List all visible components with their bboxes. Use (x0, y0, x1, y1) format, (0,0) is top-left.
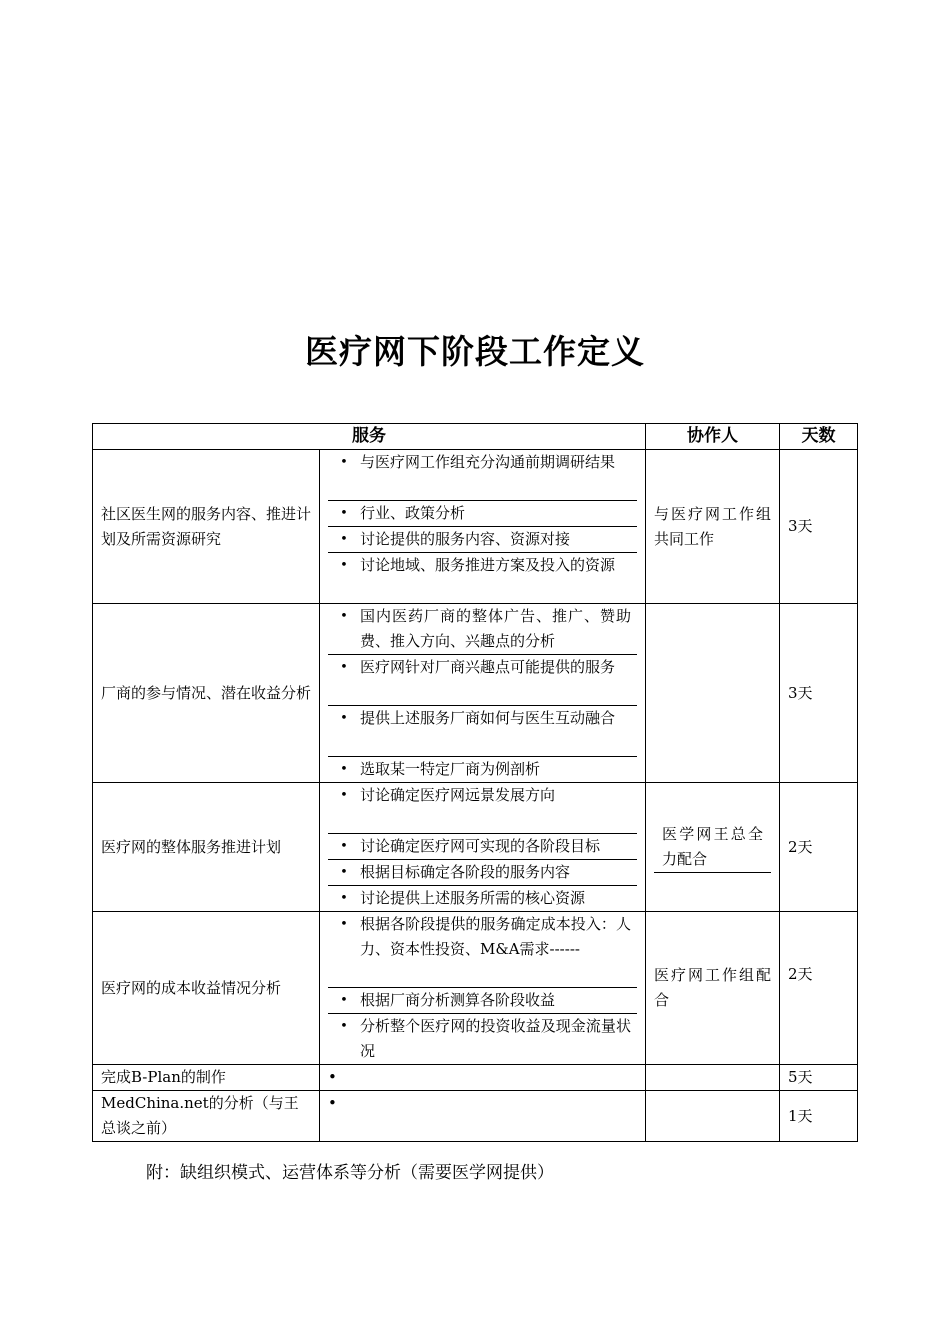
table-header-row (93, 424, 858, 450)
bullet-icon: • (340, 891, 348, 906)
service-list-cell (320, 912, 646, 1065)
bullet-icon: • (340, 762, 348, 777)
bullet-icon: • (340, 1019, 348, 1034)
collaborator-cell (646, 1065, 780, 1091)
service-list-cell (320, 604, 646, 783)
header-days: 天数 (780, 424, 858, 450)
table-row (93, 604, 858, 783)
bullet-icon: • (340, 532, 348, 547)
service-list-cell (320, 1065, 646, 1091)
service-item: • 提供上述服务厂商如何与医生互动融合 (328, 705, 637, 756)
service-item: • 国内医药厂商的整体广告、推广、赞助费、推入方向、兴趣点的分析 (328, 604, 637, 654)
collaborator-cell: 医疗网工作组配合 (646, 912, 780, 1065)
collaborator-cell (646, 783, 780, 912)
service-item: • 分析整个医疗网的投资收益及现金流量状况 (328, 1013, 637, 1064)
days-cell: 2天 (780, 912, 858, 1065)
table-row (93, 450, 858, 604)
service-item: • 行业、政策分析 (328, 500, 637, 526)
service-list-cell (320, 783, 646, 912)
bullet-icon: • (340, 455, 348, 470)
collaborator-cell (646, 604, 780, 783)
service-item: • 医疗网针对厂商兴趣点可能提供的服务 (328, 654, 637, 705)
row-item: 厂商的参与情况、潜在收益分析 (93, 604, 320, 783)
collaborator-cell (646, 1091, 780, 1142)
collaborator-text: 医学网王总全力配合 (654, 822, 771, 873)
service-item: • 讨论提供上述服务所需的核心资源 (328, 885, 637, 911)
days-cell: 3天 (780, 450, 858, 604)
service-item: • 讨论确定医疗网远景发展方向 (328, 783, 637, 833)
table-row (93, 912, 858, 1065)
service-item: • 选取某一特定厂商为例剖析 (328, 756, 637, 782)
bullet-icon: • (340, 788, 348, 803)
row-item: 社区医生网的服务内容、推进计划及所需资源研究 (93, 450, 320, 604)
page-title: 医疗网下阶段工作定义 (305, 332, 645, 371)
service-item: • 讨论地域、服务推进方案及投入的资源 (328, 552, 637, 603)
bullet-icon: • (340, 993, 348, 1008)
days-cell: 3天 (780, 604, 858, 783)
bullet-icon: • (340, 660, 348, 675)
service-list-cell (320, 1091, 646, 1142)
collaborator-cell: 与医疗网工作组共同工作 (646, 450, 780, 604)
bullet-icon: • (340, 609, 348, 624)
bullet-icon: • (340, 558, 348, 573)
service-item: • 根据各阶段提供的服务确定成本投入：人力、资本性投资、M&A需求------ (328, 912, 637, 987)
days-cell: 1天 (780, 1091, 858, 1142)
header-collaborator: 协作人 (646, 424, 780, 450)
days-cell: 5天 (780, 1065, 858, 1091)
table-row (93, 1065, 858, 1091)
service-item: • 与医疗网工作组充分沟通前期调研结果 (328, 450, 637, 500)
bullet-icon: • (340, 506, 348, 521)
service-item: • 讨论提供的服务内容、资源对接 (328, 526, 637, 552)
bullet-icon: • (340, 917, 348, 932)
work-plan-table (92, 423, 858, 1142)
bullet-icon: • (340, 839, 348, 854)
row-item: 完成B-Plan的制作 (93, 1065, 320, 1091)
table-row (93, 1091, 858, 1142)
bullet-icon: • (328, 1068, 337, 1086)
service-item: • 根据厂商分析测算各阶段收益 (328, 987, 637, 1013)
days-cell: 2天 (780, 783, 858, 912)
bullet-icon: • (340, 711, 348, 726)
row-item: 医疗网的成本收益情况分析 (93, 912, 320, 1065)
row-item: 医疗网的整体服务推进计划 (93, 783, 320, 912)
service-item: • 根据目标确定各阶段的服务内容 (328, 859, 637, 885)
row-item: MedChina.net的分析（与王总谈之前） (93, 1091, 320, 1142)
table-row (93, 783, 858, 912)
appendix-note: 附：缺组织模式、运营体系等分析（需要医学网提供） (146, 1163, 554, 1183)
header-service: 服务 (93, 424, 646, 450)
service-list-cell (320, 450, 646, 604)
service-item: • 讨论确定医疗网可实现的各阶段目标 (328, 833, 637, 859)
bullet-icon: • (328, 1094, 337, 1112)
bullet-icon: • (340, 865, 348, 880)
